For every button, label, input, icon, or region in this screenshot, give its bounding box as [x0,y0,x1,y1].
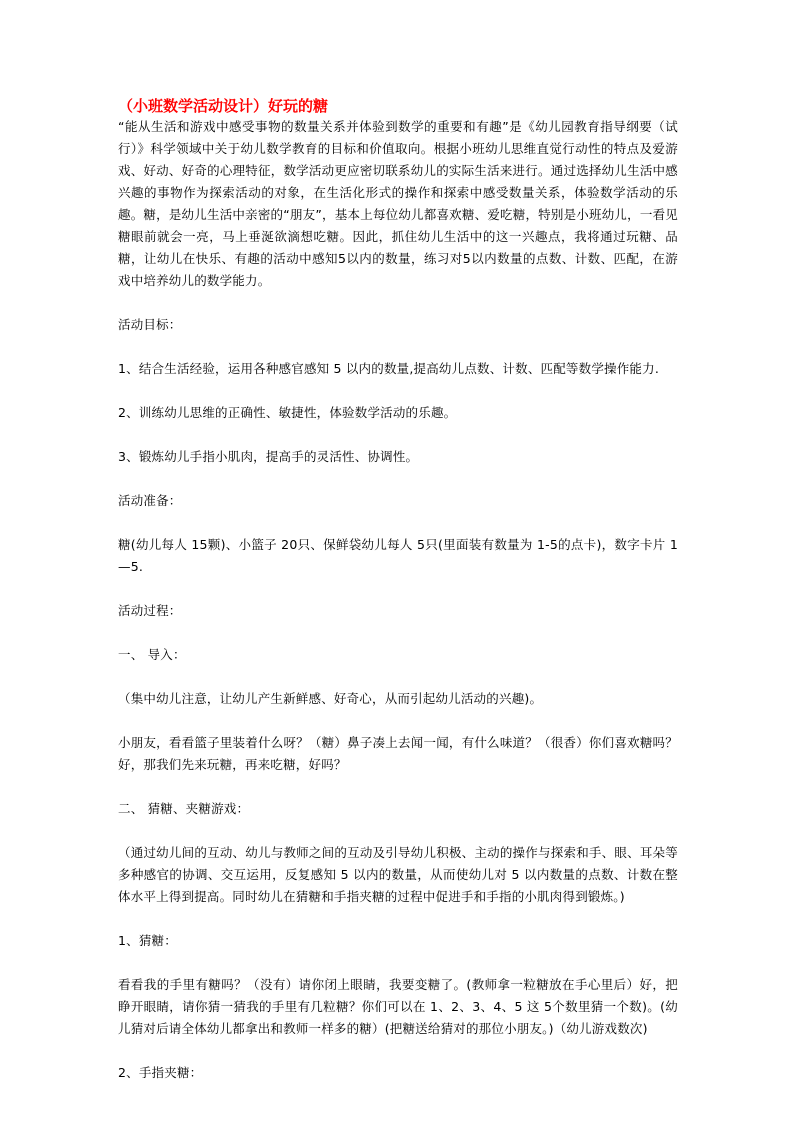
goal-item: 3、锻炼幼儿手指小肌肉，提高手的灵活性、协调性。 [118,449,419,464]
step-heading: 二、 猜糖、夹糖游戏： [118,801,250,816]
preparation-heading: 活动准备： [118,493,182,508]
sub-text: 看看我的手里有糖吗？（没有）请你闭上眼睛，我要变糖了。(教师拿一粒糖放在手心里后）好，把睁开眼睛，请你猜一猜我的手里有几粒糖？你们可以在 1、2、3、4、5 这 5个数里猜一个数)。(幼儿猜对后请全体幼儿都拿出和教师一样多的糖）(把糖送给猜对的那位小朋友。)（幼儿游戏数次) [118,977,678,1036]
step-note: （集中幼儿注意，让幼儿产生新鲜感、好奇心，从而引起幼儿活动的兴趣)。 [118,691,543,706]
goal-item: 1、结合生活经验，运用各种感官感知 5 以内的数量,提高幼儿点数、计数、匹配等数学操作能力. [118,361,660,376]
preparation-text: 糖(幼儿每人 15颗)、小篮子 20只、保鲜袋幼儿每人 5只(里面装有数量为 1-5的点卡)，数字卡片 1—5. [118,537,678,574]
sub-heading: 2、手指夹糖： [118,1065,203,1080]
goal-item: 2、训练幼儿思维的正确性、敏捷性，体验数学活动的乐趣。 [118,405,457,420]
document-page [118,96,678,1084]
sub-heading: 1、猜糖： [118,933,177,948]
step-text: 小朋友，看看篮子里装着什么呀？（糖）鼻子凑上去闻一闻，有什么味道？（很香）你们喜欢糖吗？好，那我们先来玩糖，再来吃糖，好吗？ [118,735,678,772]
document-title: （小班数学活动设计）好玩的糖 [118,97,329,115]
intro-paragraph: “能从生活和游戏中感受事物的数量关系并体验到数学的重要和有趣”是《幼儿园教育指导纲要（试行）》科学领域中关于幼儿数学教育的目标和价值取向。根据小班幼儿思维直觉行动性的特点及爱游戏、好动、好奇的心理特征，数学活动更应密切联系幼儿的实际生活来进行。通过选择幼儿生活中感兴趣的事物作为探索活动的对象，在生活化形式的操作和探索中感受数量关系，体验数学活动的乐趣。糖，是幼儿生活中亲密的“朋友”，基本上每位幼儿都喜欢糖、爱吃糖，特别是小班幼儿，一看见糖眼前就会一亮，马上垂涎欲滴想吃糖。因此，抓住幼儿生活中的这一兴趣点，我将通过玩糖、品糖，让幼儿在快乐、有趣的活动中感知5以内的数量，练习对5以内数量的点数、计数、匹配，在游戏中培养幼儿的数学能力。 [118,119,678,288]
step-heading: 一、 导入： [118,647,186,662]
goals-heading: 活动目标： [118,317,182,332]
step-note: （通过幼儿间的互动、幼儿与教师之间的互动及引导幼儿积极、主动的操作与探索和手、眼、耳朵等多种感官的协调、交互运用，反复感知 5 以内的数量，从而使幼儿对 5 以内数量的点数、计数在整体水平上得到提高。同时幼儿在猜糖和手指夹糖的过程中促进手和手指的小肌肉得到锻炼。) [118,845,678,904]
process-heading: 活动过程： [118,603,182,618]
